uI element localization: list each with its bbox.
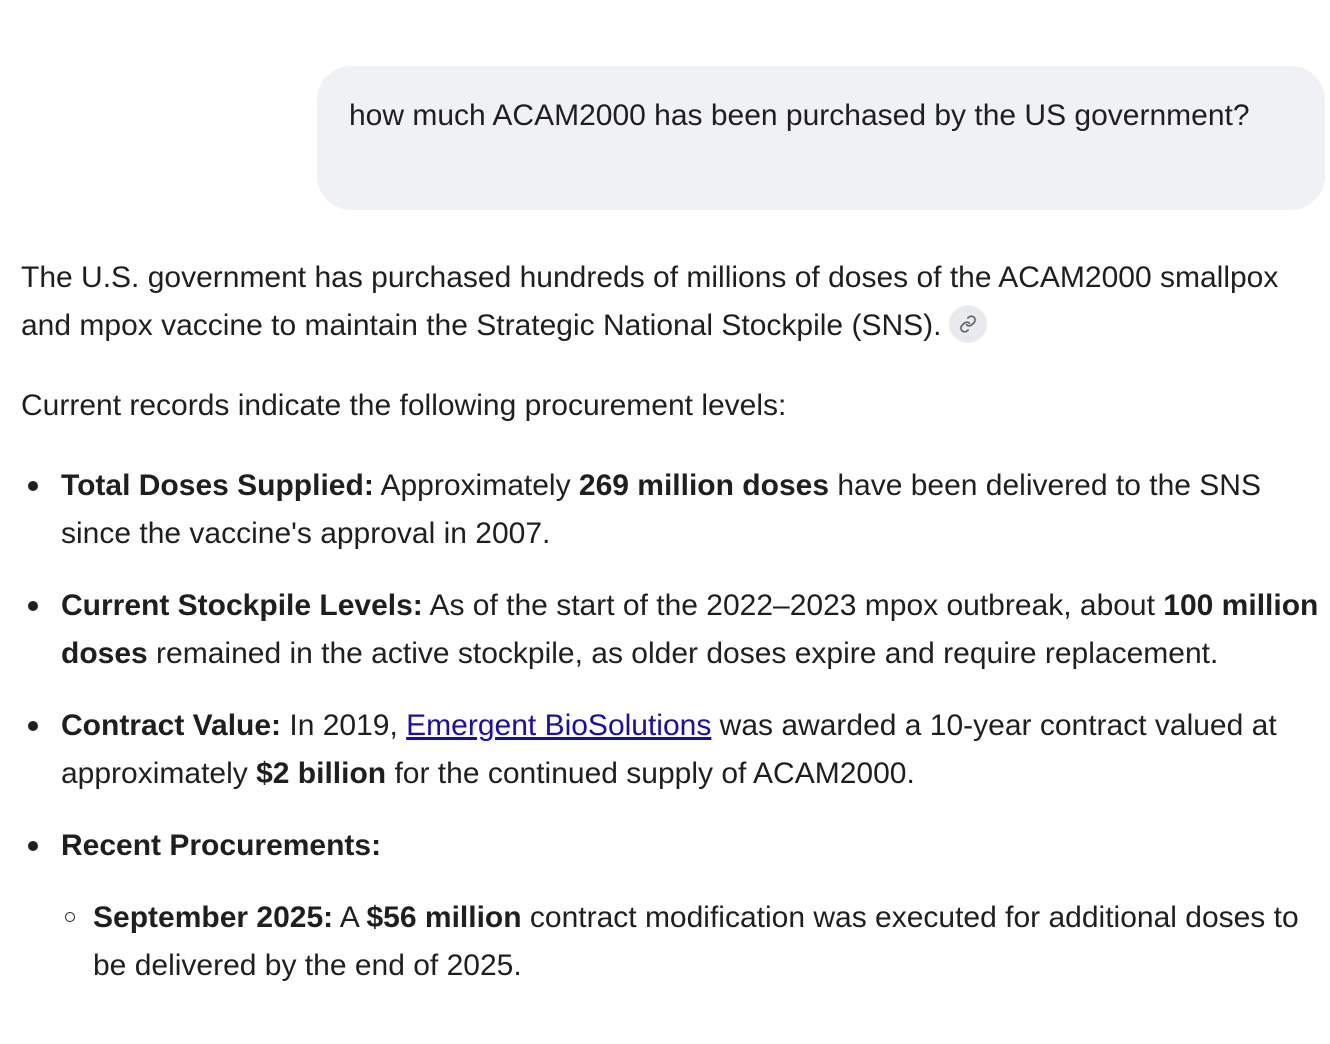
item-label: Contract Value: — [61, 709, 282, 742]
user-message-bubble — [317, 66, 1325, 210]
response-intro-paragraph — [21, 254, 1321, 350]
sub-bullet-circle — [65, 912, 75, 922]
bullet-dot — [28, 481, 38, 491]
list-item-contract-value — [21, 702, 1321, 798]
sublist-item-september-2025 — [61, 894, 1321, 990]
link-icon — [959, 315, 977, 333]
item-text: In 2019, — [281, 709, 407, 742]
item-text: for the continued supply of ACAM2000. — [386, 757, 915, 790]
item-text: was awarded a 10-year contract valued at approximately — [61, 709, 1277, 790]
item-label: Recent Procurements: — [61, 829, 382, 862]
item-text: have been delivered to the SNS since the vaccine's approval in 2007. — [61, 469, 1261, 550]
item-bold-value: 100 million doses — [61, 589, 1319, 670]
list-item-current-stockpile — [21, 582, 1321, 678]
emergent-biosolutions-link[interactable]: Emergent BioSolutions — [406, 709, 712, 742]
bullet-dot — [28, 601, 38, 611]
item-text: A — [333, 901, 367, 934]
list-item-total-doses — [21, 462, 1321, 558]
current-records-paragraph: Current records indicate the following procurement levels: — [21, 389, 787, 422]
item-text: remained in the active stockpile, as older doses expire and require replacement. — [147, 637, 1219, 670]
item-bold-value: 269 million doses — [578, 469, 829, 502]
procurement-list — [21, 462, 1321, 990]
item-text: contract modification was executed for additional doses to be delivered by the end of 2025. — [93, 901, 1299, 982]
item-label: Current Stockpile Levels: — [61, 589, 423, 622]
item-text: As of the start of the 2022–2023 mpox outbreak, about — [422, 589, 1164, 622]
item-bold-value: $2 billion — [256, 757, 387, 790]
response-body — [21, 254, 1321, 1014]
bullet-dot — [28, 841, 38, 851]
item-text: Approximately — [373, 469, 579, 502]
response-intro-text: The U.S. government has purchased hundreds of millions of doses of the ACAM2000 smallpox and mpox vaccine to maintain the Strategic National Stockpile (SNS). — [21, 261, 1279, 342]
user-message-text: how much ACAM2000 has been purchased by the US government? — [349, 99, 1250, 132]
recent-procurements-sublist — [61, 894, 1321, 990]
list-item-recent-procurements — [21, 822, 1321, 990]
item-label: Total Doses Supplied: — [61, 469, 374, 502]
citation-link-button[interactable] — [949, 305, 987, 343]
sub-item-label: September 2025: — [93, 901, 334, 934]
item-bold-value: $56 million — [366, 901, 522, 934]
bullet-dot — [28, 721, 38, 731]
